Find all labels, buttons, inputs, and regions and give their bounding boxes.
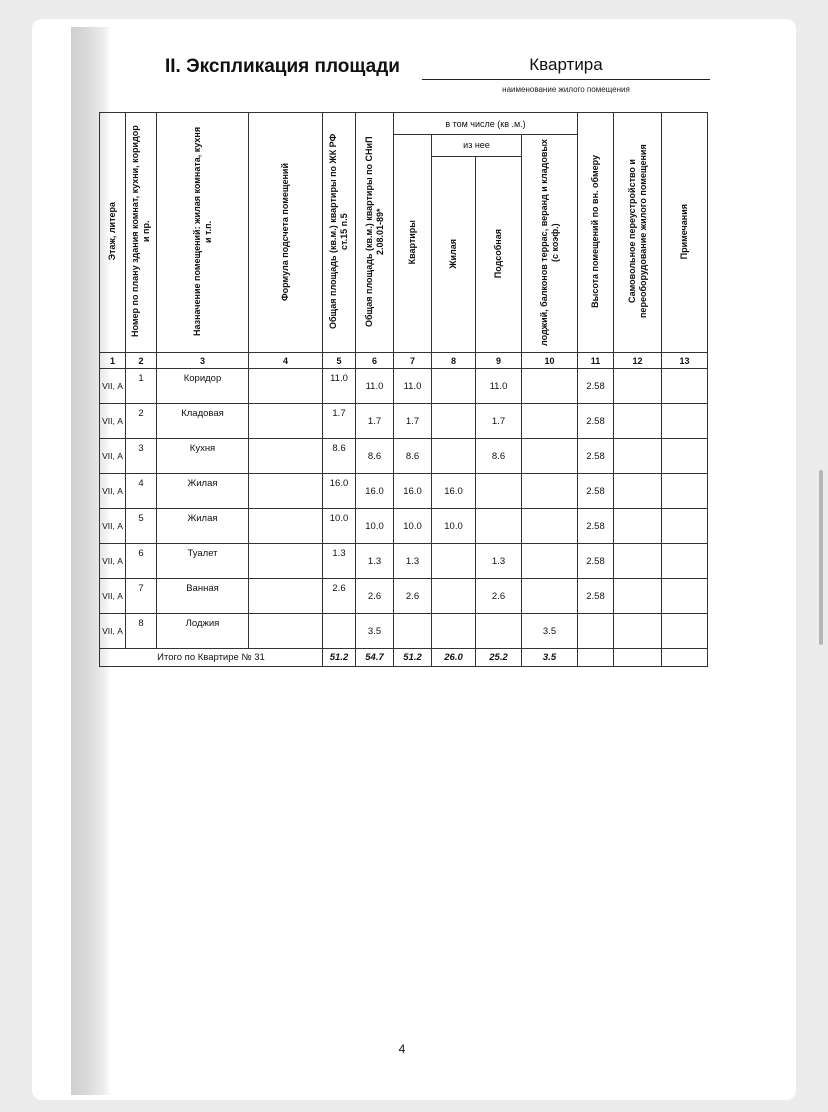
cell-height: 2.58 xyxy=(578,544,614,579)
cell-auxiliary: 8.6 xyxy=(476,439,522,474)
cell-total-snip: 1.3 xyxy=(356,544,394,579)
cell-total-zk: 16.0 xyxy=(323,474,356,509)
total-living: 26.0 xyxy=(432,649,476,667)
header-total-snip: Общая площадь (кв.м.) квартиры по СНиП 2.08.01-89* xyxy=(356,113,394,353)
column-number: 1 xyxy=(100,353,126,369)
cell-total-snip: 8.6 xyxy=(356,439,394,474)
cell-number: 1 xyxy=(126,369,157,404)
cell-height: 2.58 xyxy=(578,369,614,404)
cell-total-snip: 1.7 xyxy=(356,404,394,439)
cell-purpose: Туалет xyxy=(157,544,249,579)
header-height: Высота помещений по вн. обмеру xyxy=(578,113,614,353)
cell-living xyxy=(432,404,476,439)
cell-unauthorized xyxy=(614,474,662,509)
cell-number: 7 xyxy=(126,579,157,614)
column-number: 9 xyxy=(476,353,522,369)
cell-formula xyxy=(249,614,323,649)
column-number: 13 xyxy=(662,353,708,369)
cell-living xyxy=(432,579,476,614)
total-row xyxy=(100,649,708,667)
cell-total-zk xyxy=(323,614,356,649)
cell-total-zk: 10.0 xyxy=(323,509,356,544)
total-note xyxy=(662,649,708,667)
cell-living xyxy=(432,544,476,579)
cell-loggia xyxy=(522,404,578,439)
total-auxiliary: 25.2 xyxy=(476,649,522,667)
page-number: 4 xyxy=(398,1042,406,1056)
cell-number: 6 xyxy=(126,544,157,579)
cell-floor: VII, А xyxy=(100,614,126,649)
total-total-snip: 54.7 xyxy=(356,649,394,667)
header-of-which: из нее xyxy=(432,135,522,157)
cell-formula xyxy=(249,369,323,404)
header-apartment: Квартиры xyxy=(394,135,432,353)
cell-total-snip: 2.6 xyxy=(356,579,394,614)
cell-note xyxy=(662,404,708,439)
cell-purpose: Кладовая xyxy=(157,404,249,439)
cell-loggia xyxy=(522,474,578,509)
scrollbar[interactable] xyxy=(819,470,823,645)
column-number: 7 xyxy=(394,353,432,369)
header-unauthorized: Самовольное переустройство и переоборудование жилого помещения xyxy=(614,113,662,353)
column-number: 3 xyxy=(157,353,249,369)
column-number: 6 xyxy=(356,353,394,369)
total-height xyxy=(578,649,614,667)
header-formula: Формула подсчета помещений xyxy=(249,113,323,353)
total-loggia: 3.5 xyxy=(522,649,578,667)
cell-purpose: Жилая xyxy=(157,474,249,509)
cell-living xyxy=(432,614,476,649)
cell-unauthorized xyxy=(614,369,662,404)
column-number: 5 xyxy=(323,353,356,369)
cell-formula xyxy=(249,579,323,614)
cell-auxiliary: 2.6 xyxy=(476,579,522,614)
cell-height: 2.58 xyxy=(578,404,614,439)
cell-note xyxy=(662,474,708,509)
header-living: Жилая xyxy=(432,156,476,352)
cell-total-zk: 8.6 xyxy=(323,439,356,474)
cell-height: 2.58 xyxy=(578,509,614,544)
cell-living xyxy=(432,369,476,404)
header-loggia: лоджий, балконов террас, веранд и кладовых (с коэф.) xyxy=(522,135,578,353)
column-number: 11 xyxy=(578,353,614,369)
document-page xyxy=(32,19,796,1100)
column-number: 10 xyxy=(522,353,578,369)
cell-apartment: 8.6 xyxy=(394,439,432,474)
cell-height: 2.58 xyxy=(578,439,614,474)
cell-apartment: 11.0 xyxy=(394,369,432,404)
cell-purpose: Лоджия xyxy=(157,614,249,649)
cell-unauthorized xyxy=(614,614,662,649)
cell-formula xyxy=(249,544,323,579)
cell-unauthorized xyxy=(614,509,662,544)
cell-loggia xyxy=(522,439,578,474)
cell-height xyxy=(578,614,614,649)
table-row xyxy=(100,614,708,649)
cell-apartment: 16.0 xyxy=(394,474,432,509)
cell-total-zk: 1.3 xyxy=(323,544,356,579)
cell-total-snip: 3.5 xyxy=(356,614,394,649)
cell-living: 16.0 xyxy=(432,474,476,509)
cell-loggia xyxy=(522,544,578,579)
cell-total-zk: 11.0 xyxy=(323,369,356,404)
cell-formula xyxy=(249,404,323,439)
column-number: 2 xyxy=(126,353,157,369)
cell-auxiliary xyxy=(476,474,522,509)
cell-formula xyxy=(249,474,323,509)
column-number: 8 xyxy=(432,353,476,369)
cell-total-zk: 1.7 xyxy=(323,404,356,439)
cell-floor: VII, А xyxy=(100,579,126,614)
table-row xyxy=(100,404,708,439)
table-row xyxy=(100,579,708,614)
cell-height: 2.58 xyxy=(578,579,614,614)
cell-apartment: 10.0 xyxy=(394,509,432,544)
cell-living: 10.0 xyxy=(432,509,476,544)
cell-total-snip: 16.0 xyxy=(356,474,394,509)
cell-purpose: Жилая xyxy=(157,509,249,544)
cell-floor: VII, А xyxy=(100,439,126,474)
cell-auxiliary xyxy=(476,509,522,544)
cell-loggia xyxy=(522,509,578,544)
header-purpose: Назначение помещений: жилая комната, кухня и т.п. xyxy=(157,113,249,353)
cell-purpose: Кухня xyxy=(157,439,249,474)
cell-floor: VII, А xyxy=(100,544,126,579)
cell-unauthorized xyxy=(614,404,662,439)
cell-auxiliary: 1.7 xyxy=(476,404,522,439)
cell-formula xyxy=(249,509,323,544)
total-apartment: 51.2 xyxy=(394,649,432,667)
cell-living xyxy=(432,439,476,474)
cell-apartment: 2.6 xyxy=(394,579,432,614)
cell-apartment: 1.7 xyxy=(394,404,432,439)
cell-number: 3 xyxy=(126,439,157,474)
table-row xyxy=(100,509,708,544)
cell-note xyxy=(662,579,708,614)
header-notes: Примечания xyxy=(662,113,708,353)
cell-number: 8 xyxy=(126,614,157,649)
cell-total-zk: 2.6 xyxy=(323,579,356,614)
header-auxiliary: Подсобная xyxy=(476,156,522,352)
cell-note xyxy=(662,614,708,649)
cell-unauthorized xyxy=(614,579,662,614)
cell-formula xyxy=(249,439,323,474)
table-row xyxy=(100,474,708,509)
cell-floor: VII, А xyxy=(100,369,126,404)
table-row xyxy=(100,439,708,474)
cell-number: 4 xyxy=(126,474,157,509)
cell-height: 2.58 xyxy=(578,474,614,509)
cell-note xyxy=(662,439,708,474)
header-including-group: в том числе (кв .м.) xyxy=(394,113,578,135)
header-floor: Этаж, литера xyxy=(100,113,126,353)
area-explication-table xyxy=(99,112,708,667)
cell-note xyxy=(662,509,708,544)
object-kind-caption: наименование жилого помещения xyxy=(502,85,630,94)
cell-loggia xyxy=(522,579,578,614)
table-row xyxy=(100,544,708,579)
cell-purpose: Ванная xyxy=(157,579,249,614)
object-kind: Квартира xyxy=(529,55,603,74)
cell-unauthorized xyxy=(614,544,662,579)
object-kind-underline xyxy=(422,79,710,80)
page-title: II. Экспликация площади xyxy=(165,56,400,77)
column-number: 4 xyxy=(249,353,323,369)
cell-note xyxy=(662,369,708,404)
cell-floor: VII, А xyxy=(100,509,126,544)
cell-floor: VII, А xyxy=(100,474,126,509)
table-row xyxy=(100,369,708,404)
total-unauthorized xyxy=(614,649,662,667)
cell-number: 2 xyxy=(126,404,157,439)
cell-total-snip: 11.0 xyxy=(356,369,394,404)
total-label: Итого по Квартире № 31 xyxy=(100,649,323,667)
total-total-zk: 51.2 xyxy=(323,649,356,667)
cell-purpose: Коридор xyxy=(157,369,249,404)
cell-number: 5 xyxy=(126,509,157,544)
header-plan-number: Номер по плану здания комнат, кухни, коридор и пр. xyxy=(126,113,157,353)
cell-loggia xyxy=(522,369,578,404)
cell-auxiliary: 11.0 xyxy=(476,369,522,404)
column-number-row xyxy=(100,353,708,369)
cell-loggia: 3.5 xyxy=(522,614,578,649)
cell-total-snip: 10.0 xyxy=(356,509,394,544)
cell-note xyxy=(662,544,708,579)
column-number: 12 xyxy=(614,353,662,369)
header-total-zk: Общая площадь (кв.м.) квартиры по ЖК РФ ст.15 п.5 xyxy=(323,113,356,353)
cell-unauthorized xyxy=(614,439,662,474)
cell-apartment xyxy=(394,614,432,649)
cell-auxiliary: 1.3 xyxy=(476,544,522,579)
cell-auxiliary xyxy=(476,614,522,649)
cell-apartment: 1.3 xyxy=(394,544,432,579)
cell-floor: VII, А xyxy=(100,404,126,439)
